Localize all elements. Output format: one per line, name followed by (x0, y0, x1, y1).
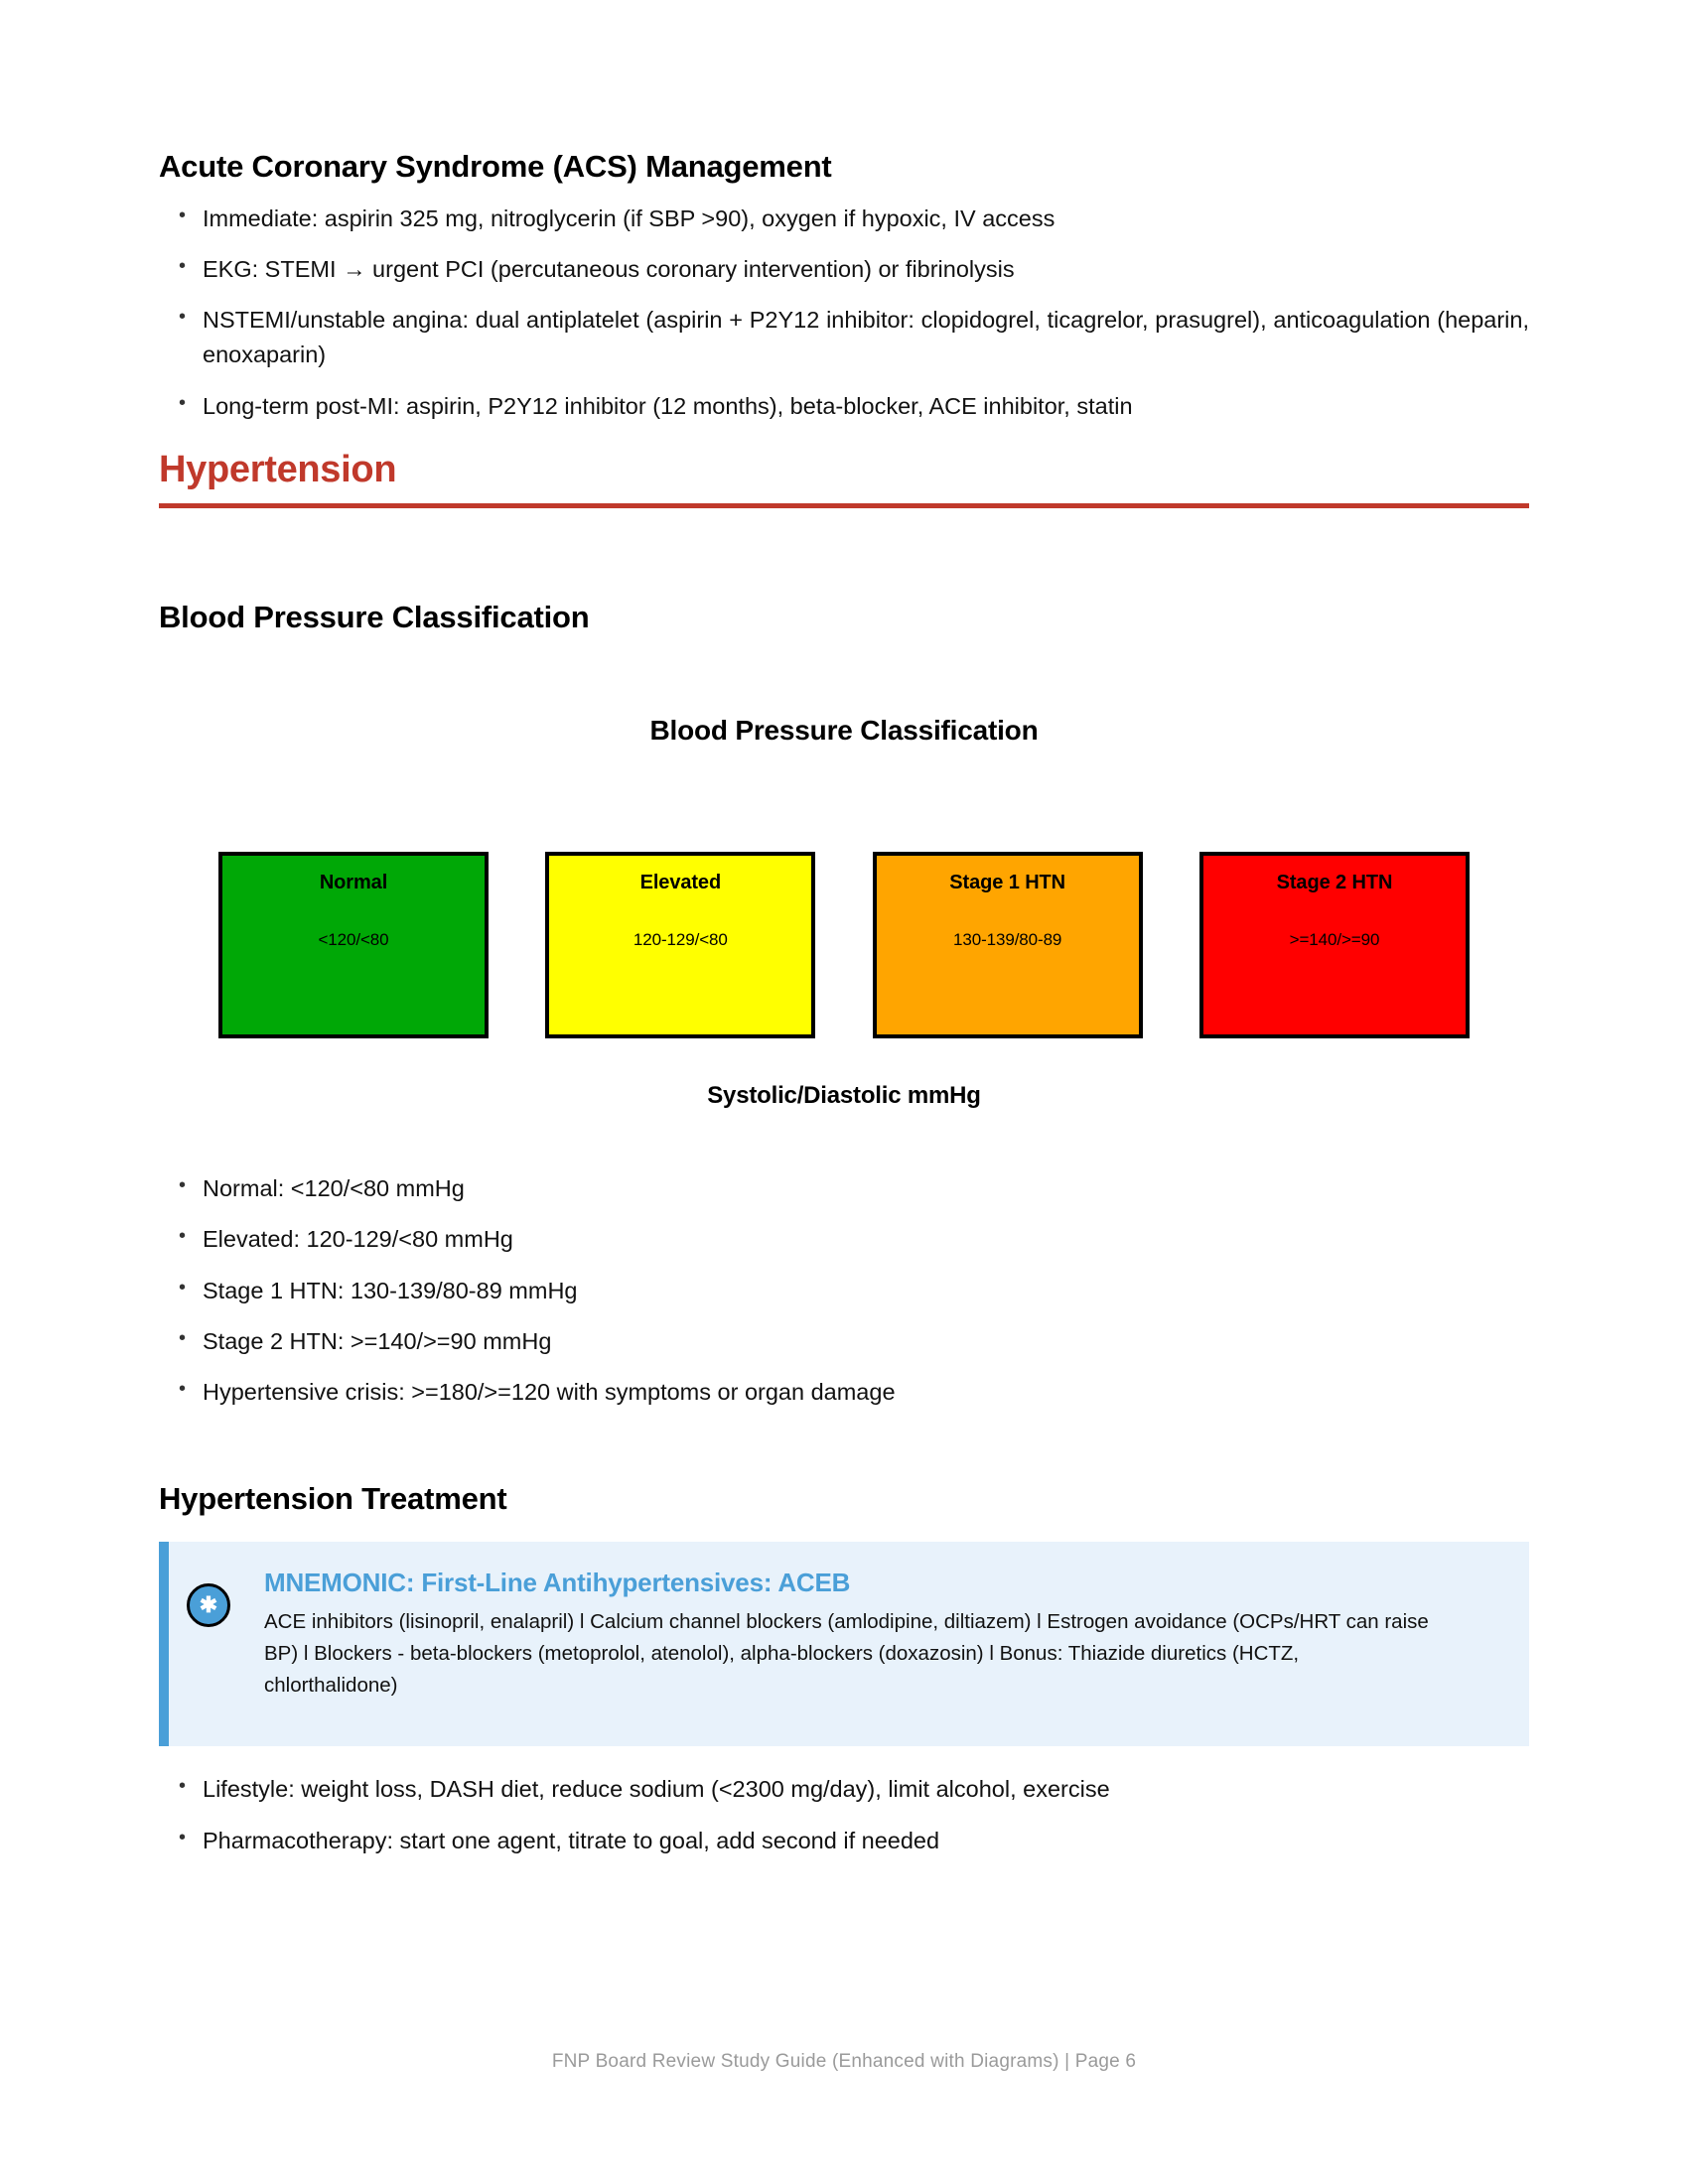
mnemonic-body: ACE inhibitors (lisinopril, enalapril) l Calcium channel blockers (amlodipine, diltiazem) l Estrogen avoidance (OCPs/HRT can raise BP) l Blockers - beta-blockers (metoprolol, atenolol), alpha-blockers (doxazosin) l Bonus: Thiazide diuretics (HCTZ, chlorthalidone) (264, 1610, 1429, 1697)
list-item: • Hypertensive crisis: >=180/>=120 with symptoms or organ damage (159, 1375, 1529, 1410)
list-item: • Long-term post-MI: aspirin, P2Y12 inhibitor (12 months), beta-blocker, ACE inhibitor, statin (159, 389, 1529, 424)
figure-x-axis-label: Systolic/Diastolic mmHg (707, 1082, 981, 1110)
bp-box-value: 120-129/<80 (633, 930, 728, 950)
bp-classification-figure (159, 685, 1529, 1171)
list-item: • Elevated: 120-129/<80 mmHg (159, 1222, 1529, 1257)
acs-bullet-list (159, 202, 1529, 424)
figure-title: Blood Pressure Classification (649, 715, 1039, 747)
bp-box-label: Normal (319, 872, 388, 894)
acs-heading: Acute Coronary Syndrome (ACS) Management (159, 149, 832, 184)
hypertension-title: Hypertension (159, 450, 1529, 508)
bp-box-stage-1-htn (873, 852, 1143, 1038)
list-item: • Normal: <120/<80 mmHg (159, 1171, 1529, 1206)
bp-box-stage-2-htn (1199, 852, 1470, 1038)
hypertension-treatment-heading: Hypertension Treatment (159, 1481, 507, 1517)
bp-box-label: Elevated (639, 872, 722, 894)
bp-box-label: Stage 2 HTN (1276, 872, 1393, 894)
mnemonic-title: MNEMONIC: First-Line Antihypertensives: ACEB (264, 1568, 851, 1598)
list-item: • Immediate: aspirin 325 mg, nitroglycerin (if SBP >90), oxygen if hypoxic, IV access (159, 202, 1529, 236)
bp-box-label: Stage 1 HTN (949, 872, 1065, 894)
list-item: • Stage 2 HTN: >=140/>=90 mmHg (159, 1324, 1529, 1359)
list-item: • Pharmacotherapy: start one agent, titrate to goal, add second if needed (159, 1824, 1529, 1858)
list-item: • Stage 1 HTN: 130-139/80-89 mmHg (159, 1274, 1529, 1308)
spacer (159, 508, 1529, 600)
page-content (159, 149, 1529, 1874)
bp-box-row (218, 852, 1470, 1038)
list-item: • EKG: STEMI → urgent PCI (percutaneous coronary intervention) or fibrinolysis (159, 252, 1529, 287)
bp-box-elevated (545, 852, 815, 1038)
bp-box-value: 130-139/80-89 (953, 930, 1062, 950)
bp-box-value: <120/<80 (318, 930, 389, 950)
list-item: • NSTEMI/unstable angina: dual antiplatelet (aspirin + P2Y12 inhibitor: clopidogrel, ticagrelor, prasugrel), anticoagulation (heparin, enoxaparin) (159, 303, 1529, 373)
bp-bullet-list (159, 1171, 1529, 1410)
bp-classification-heading: Blood Pressure Classification (159, 599, 590, 634)
page-footer: FNP Board Review Study Guide (Enhanced with Diagrams) | Page 6 (551, 2051, 1137, 2072)
mnemonic-callout (159, 1542, 1529, 1746)
spacer (159, 1426, 1529, 1481)
treatment-bullet-list (159, 1772, 1529, 1858)
spacer (159, 1746, 1529, 1772)
bp-box-normal (218, 852, 489, 1038)
list-item: • Lifestyle: weight loss, DASH diet, reduce sodium (<2300 mg/day), limit alcohol, exercise (159, 1772, 1529, 1807)
bp-box-value: >=140/>=90 (1289, 930, 1380, 950)
asterisk-icon: ✱ (187, 1583, 230, 1627)
